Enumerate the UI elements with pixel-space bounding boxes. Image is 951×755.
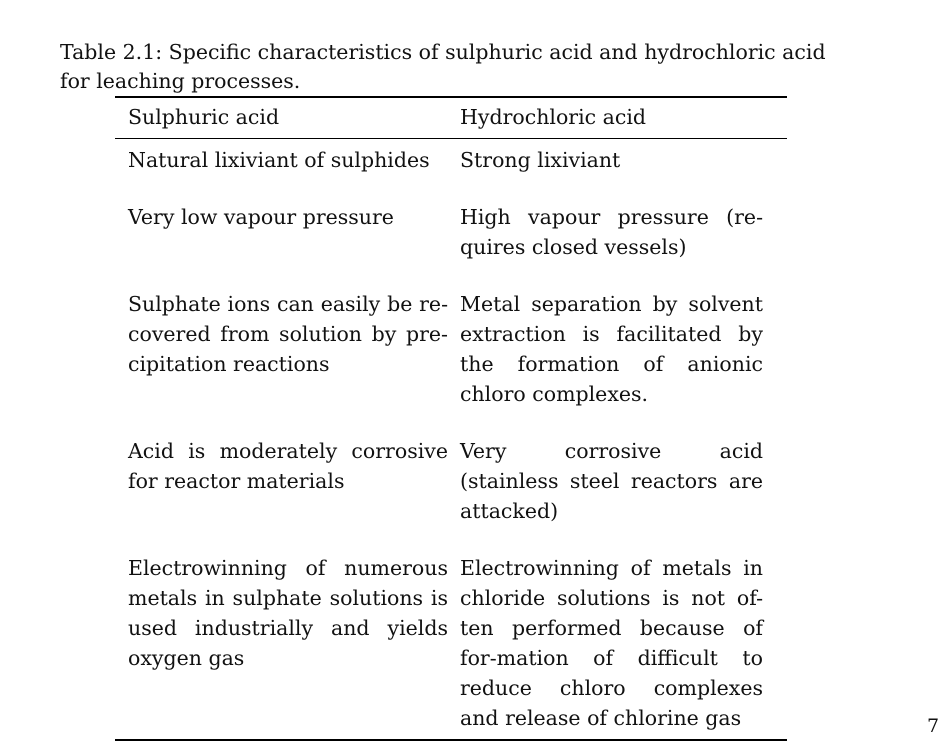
table-cell-hydrochloric: Strong lixiviant [460, 148, 621, 172]
table-cell-sulphuric: Very low vapour pressure [128, 205, 394, 229]
table-cell-sulphuric: Electrowinning of numerous metals in sulphate solutions is used industrially and yields oxygen gas [128, 556, 448, 670]
table-cell-hydrochloric: High vapour pressure (re-quires closed vessels) [460, 205, 763, 259]
table-row [115, 139, 787, 202]
table-row [115, 202, 787, 289]
table-cell-hydrochloric: Very corrosive acid (stainless steel reactors are attacked) [460, 439, 763, 523]
characteristics-table [115, 96, 787, 741]
header-sulphuric-acid: Sulphuric acid [128, 105, 280, 129]
table-row [115, 553, 787, 739]
header-hydrochloric-acid: Hydrochloric acid [460, 105, 647, 129]
table-header-row [115, 98, 787, 138]
table-cell-sulphuric: Sulphate ions can easily be re-covered from solution by pre-cipitation reactions [128, 292, 448, 376]
table-cell-hydrochloric: Metal separation by solvent extraction is facilitated by the formation of anionic chloro complexes. [460, 292, 763, 406]
table-cell-sulphuric: Natural lixiviant of sulphides [128, 148, 430, 172]
table-bottom-rule [115, 739, 787, 741]
page-number: 7 [927, 715, 940, 737]
table-row [115, 436, 787, 553]
table-cell-sulphuric: Acid is moderately corrosive for reactor materials [128, 439, 448, 493]
table-row [115, 289, 787, 436]
table-caption: Table 2.1: Specific characteristics of sulphuric acid and hydrochloric acid for leaching processes. [60, 40, 826, 93]
table-cell-hydrochloric: Electrowinning of metals in chloride solutions is not of-ten performed because of for-mation of difficult to reduce chloro complexes and release of chlorine gas [460, 556, 763, 730]
